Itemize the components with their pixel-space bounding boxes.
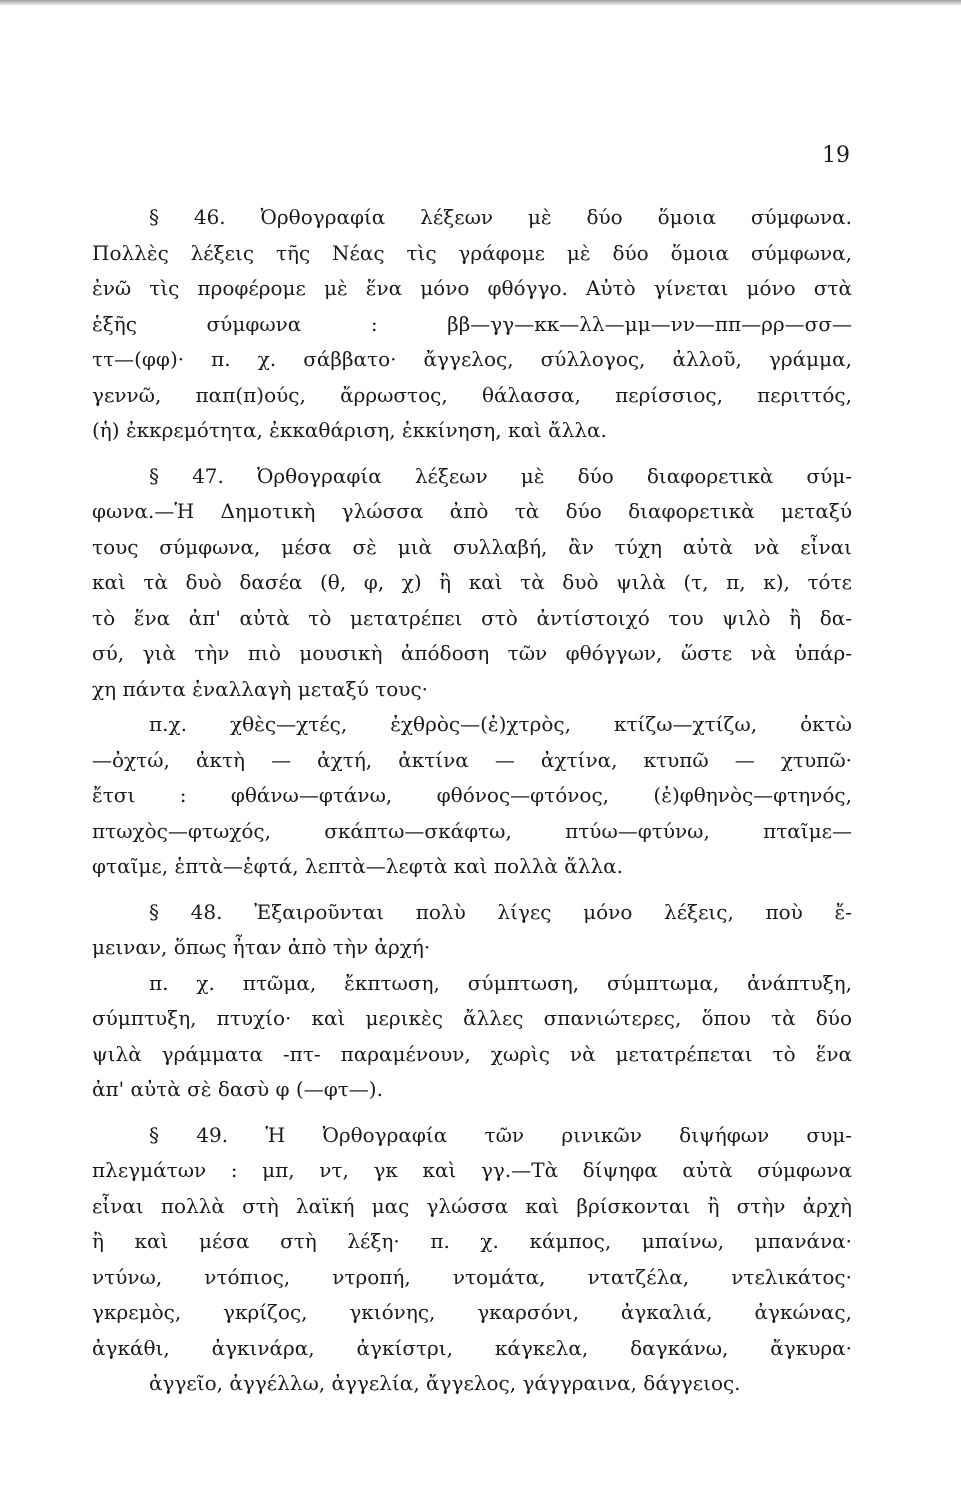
section-heading: § 46. Ὀρθογραφία λέξεων μὲ δύο ὅμοια σύμφωνα.: [149, 205, 852, 229]
text-line: Πολλὲς λέξεις τῆς Νέας τὶς γράφομε μὲ δύο ὅμοια σύμφωνα,: [92, 240, 852, 265]
text-line: γεννῶ, παπ(π)ούς, ἄρρωστος, θάλασσα, περίσσιος, περιττός,: [92, 382, 852, 407]
section-heading: § 48. Ἐξαιροῦνται πολὺ λίγες μόνο λέξεις, ποὺ ἔ-: [149, 899, 852, 924]
text-line: ἐνῶ τὶς προφέρομε μὲ ἕνα μόνο φθόγγο. Αὐτὸ γίνεται μόνο στὰ: [92, 276, 852, 300]
text-line: σύμπτυξη, πτυχίο· καὶ μερικὲς ἄλλες σπανιώτερες, ὅπου τὰ δύο: [92, 1006, 852, 1030]
text-line: ἀγγεῖο, ἀγγέλλω, ἀγγελία, ἄγγελος, γάγγραινα, δάγγειος.: [149, 1371, 741, 1395]
text-line: μειναν, ὅπως ἦταν ἀπὸ τὴν ἀρχή·: [92, 935, 431, 959]
page-top-edge: [0, 0, 961, 6]
section-heading: § 47. Ὀρθογραφία λέξεων μὲ δύο διαφορετικὰ σύμ-: [149, 463, 852, 488]
text-line: ἢ καὶ μέσα στὴ λέξη· π. χ. κάμπος, μπαίνω, μπανάνα·: [92, 1229, 852, 1253]
section-49: [92, 1118, 852, 1402]
text-line: ἀπ' αὐτὰ σὲ δασὺ φ (—φτ—).: [92, 1077, 383, 1101]
section-48: [92, 895, 852, 1108]
text-line: φταῖμε, ἑπτὰ—ἑφτά, λεπτὰ—λεφτὰ καὶ πολλὰ ἄλλα.: [92, 854, 624, 878]
text-line: π.χ. χθὲς—χτές, ἐχθρὸς—(ἐ)χτρὸς, κτίζω—χτίζω, ὀκτὼ: [149, 712, 852, 736]
text-line: ἀγκάθι, ἀγκινάρα, ἀγκίστρι, κάγκελα, δαγκάνω, ἄγκυρα·: [92, 1335, 852, 1360]
text-line: φωνα.—Ἡ Δημοτικὴ γλώσσα ἀπὸ τὰ δύο διαφορετικὰ μεταξύ: [92, 499, 852, 523]
body-text: [92, 200, 852, 1402]
text-line: —ὀχτώ, ἀκτὴ — ἀχτή, ἀκτίνα — ἀχτίνα, κτυπῶ — χτυπῶ·: [92, 747, 852, 772]
text-line: πτωχὸς—φτωχός, σκάπτω—σκάφτω, πτύω—φτύνω, πταῖμε—: [92, 818, 852, 843]
section-46: [92, 200, 852, 449]
text-line: πλεγμάτων : μπ, ντ, γκ καὶ γγ.—Τὰ δίψηφα αὐτὰ σύμφωνα: [92, 1158, 852, 1182]
section-47: [92, 459, 852, 885]
text-line: καὶ τὰ δυὸ δασέα (θ, φ, χ) ἢ καὶ τὰ δυὸ ψιλὰ (τ, π, κ), τότε: [92, 570, 852, 594]
text-line: σύ, γιὰ τὴν πιὸ μουσικὴ ἀπόδοση τῶν φθόγγων, ὥστε νὰ ὑπάρ-: [92, 641, 852, 665]
text-line: τους σύμφωνα, μέσα σὲ μιὰ συλλαβή, ἂν τύχη αὐτὰ νὰ εἶναι: [92, 534, 852, 559]
text-line: εἶναι πολλὰ στὴ λαϊκή μας γλώσσα καὶ βρίσκονται ἢ στὴν ἀρχὴ: [92, 1193, 852, 1218]
text-line: ντύνω, ντόπιος, ντροπή, ντομάτα, ντατζέλα, ντελικάτος·: [92, 1264, 852, 1289]
text-line: π. χ. πτῶμα, ἔκπτωση, σύμπτωση, σύμπτωμα, ἀνάπτυξη,: [149, 970, 852, 995]
text-line: γκρεμὸς, γκρίζος, γκιόνης, γκαρσόνι, ἀγκαλιά, ἀγκώνας,: [92, 1300, 852, 1324]
text-line: (ἡ) ἐκκρεμότητα, ἐκκαθάριση, ἐκκίνηση, καὶ ἄλλα.: [92, 418, 607, 442]
text-line: ἑξῆς σύμφωνα : ββ—γγ—κκ—λλ—μμ—νν—ππ—ρρ—σσ—: [92, 311, 852, 336]
page-number: 19: [822, 143, 850, 168]
text-line: χη πάντα ἐναλλαγὴ μεταξύ τους·: [92, 676, 429, 701]
text-line: ψιλὰ γράμματα -πτ- παραμένουν, χωρὶς νὰ μετατρέπεται τὸ ἕνα: [92, 1041, 852, 1066]
section-heading: § 49. Ἡ Ὀρθογραφία τῶν ρινικῶν διψήφων συμ-: [149, 1122, 852, 1147]
text-line: τὸ ἕνα ἀπ' αὐτὰ τὸ μετατρέπει στὸ ἀντίστοιχό του ψιλὸ ἢ δα-: [92, 605, 852, 630]
text-line: ττ—(φφ)· π. χ. σάββατο· ἄγγελος, σύλλογος, ἀλλοῦ, γράμμα,: [92, 347, 852, 371]
text-line: ἔτσι : φθάνω—φτάνω, φθόνος—φτόνος, (ἐ)φθηνὸς—φτηνός,: [92, 783, 852, 807]
